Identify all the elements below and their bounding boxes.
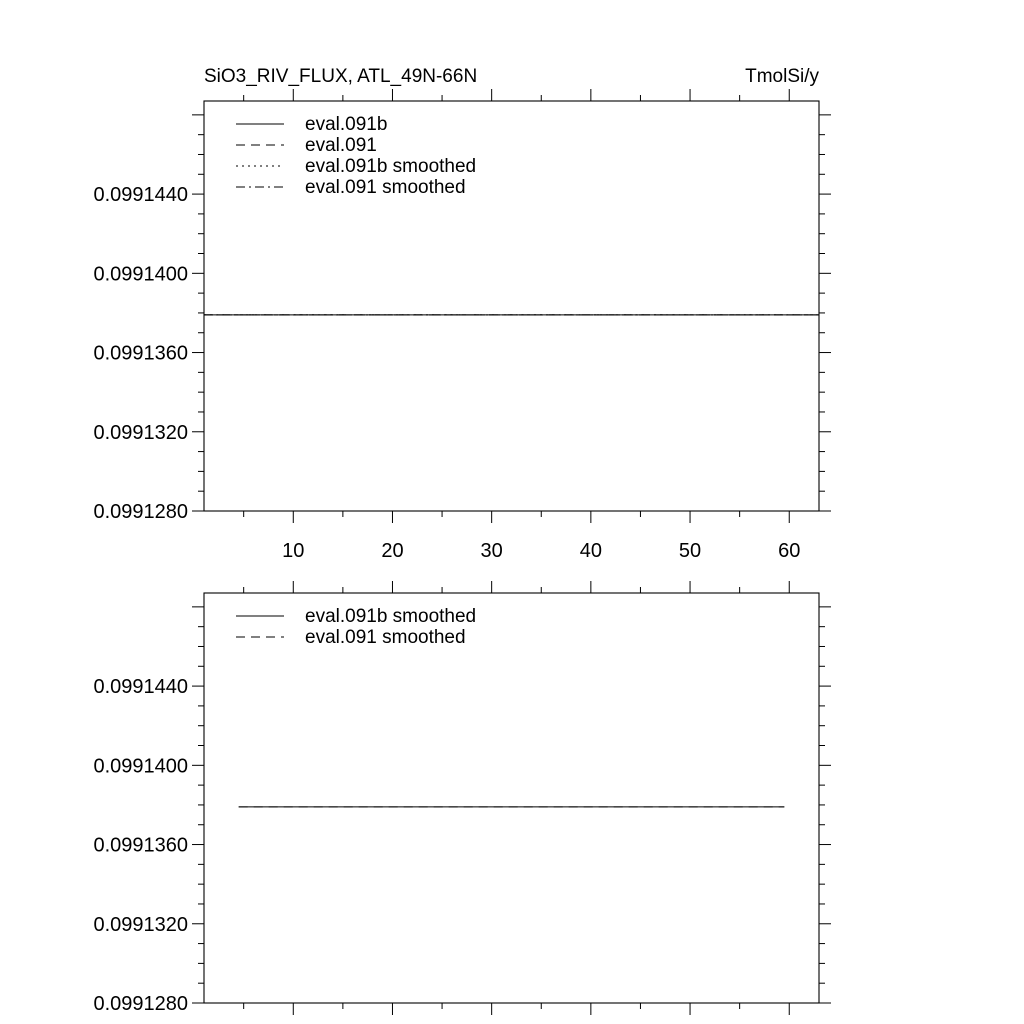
legend-label: eval.091b smoothed (305, 606, 477, 627)
x-tick-label: 40 (579, 540, 602, 562)
y-tick-label: 0.0991360 (93, 342, 188, 365)
y-tick-label: 0.0991320 (93, 421, 188, 444)
x-tick-label: 30 (480, 540, 503, 562)
y-tick-label: 0.0991400 (93, 263, 188, 286)
legend-label: eval.091 smoothed (305, 627, 466, 648)
x-tick-label: 10 (282, 540, 305, 562)
y-tick-label: 0.0991360 (93, 834, 188, 857)
y-tick-label: 0.0991440 (93, 676, 188, 699)
y-tick-label: 0.0991280 (93, 993, 188, 1015)
legend-label: eval.091b (305, 114, 388, 135)
chart-title: SiO3_RIV_FLUX, ATL_49N-66N (204, 66, 478, 87)
y-tick-label: 0.0991320 (93, 913, 188, 936)
y-tick-label: 0.0991400 (93, 755, 188, 778)
legend-label: eval.091 (305, 135, 377, 156)
legend-label: eval.091b smoothed (305, 156, 477, 177)
y-tick-label: 0.0991280 (93, 501, 188, 523)
legend-label: eval.091 smoothed (305, 177, 466, 198)
x-tick-label: 60 (778, 540, 801, 562)
x-tick-label: 50 (678, 540, 702, 562)
units-label: TmolSi/y (745, 66, 819, 87)
y-tick-label: 0.0991440 (93, 184, 188, 207)
x-tick-label: 20 (381, 540, 404, 562)
